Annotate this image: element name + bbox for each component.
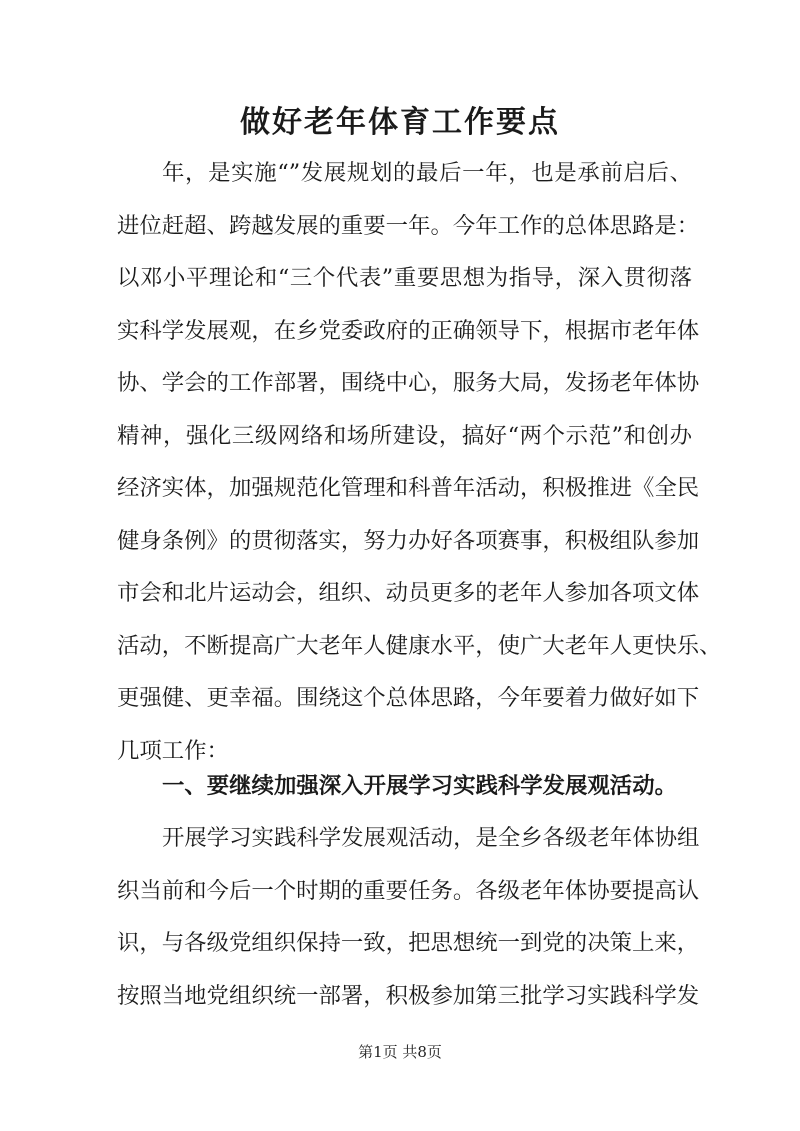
paragraph-line: 几项工作：: [117, 737, 229, 764]
paragraph-line: 以邓小平理论和“三个代表”重要思想为指导，深入贯彻落: [117, 265, 692, 291]
paragraph-line: 实科学发展观，在乡党委政府的正确领导下，根据市老年体: [117, 317, 700, 344]
document-title: 做好老年体育工作要点: [240, 105, 560, 140]
paragraph-line: 年，是实施“”发展规划的最后一年，也是承前启后、: [162, 160, 692, 186]
paragraph-line: 协、学会的工作部署，围绕中心，服务大局，发扬老年体协: [117, 370, 700, 396]
section-heading: 一、要继续加强深入开展学习实践科学发展观活动。: [162, 773, 677, 799]
paragraph-line: 识，与各级党组织保持一致，把思想统一到党的决策上来，: [117, 930, 700, 956]
paragraph-line: 进位赶超、跨越发展的重要一年。今年工作的总体思路是：: [117, 212, 700, 239]
paragraph-line: 经济实体，加强规范化管理和科普年活动，积极推进《全民: [117, 475, 700, 501]
paragraph-line: 开展学习实践科学发展观活动，是全乡各级老年体协组: [162, 825, 700, 851]
paragraph-line: 活动，不断提高广大老年人健康水平，使广大老年人更快乐、: [117, 632, 722, 659]
paragraph-line: 市会和北片运动会，组织、动员更多的老年人参加各项文体: [117, 580, 700, 606]
paragraph-line: 织当前和今后一个时期的重要任务。各级老年体协要提高认: [117, 877, 700, 904]
intro-paragraph: [117, 147, 722, 777]
section-paragraph: [117, 812, 700, 1022]
paragraph-line: 健身条例》的贯彻落实，努力办好各项赛事，积极组队参加: [117, 527, 700, 554]
paragraph-line: 更强健、更幸福。围绕这个总体思路，今年要着力做好如下: [117, 685, 700, 711]
paragraph-line: 精神，强化三级网络和场所建设，搞好“两个示范”和创办: [117, 422, 692, 449]
page-number-footer: 第1页 共8页: [358, 1043, 442, 1061]
paragraph-line: 按照当地党组织统一部署，积极参加第三批学习实践科学发: [117, 982, 700, 1009]
